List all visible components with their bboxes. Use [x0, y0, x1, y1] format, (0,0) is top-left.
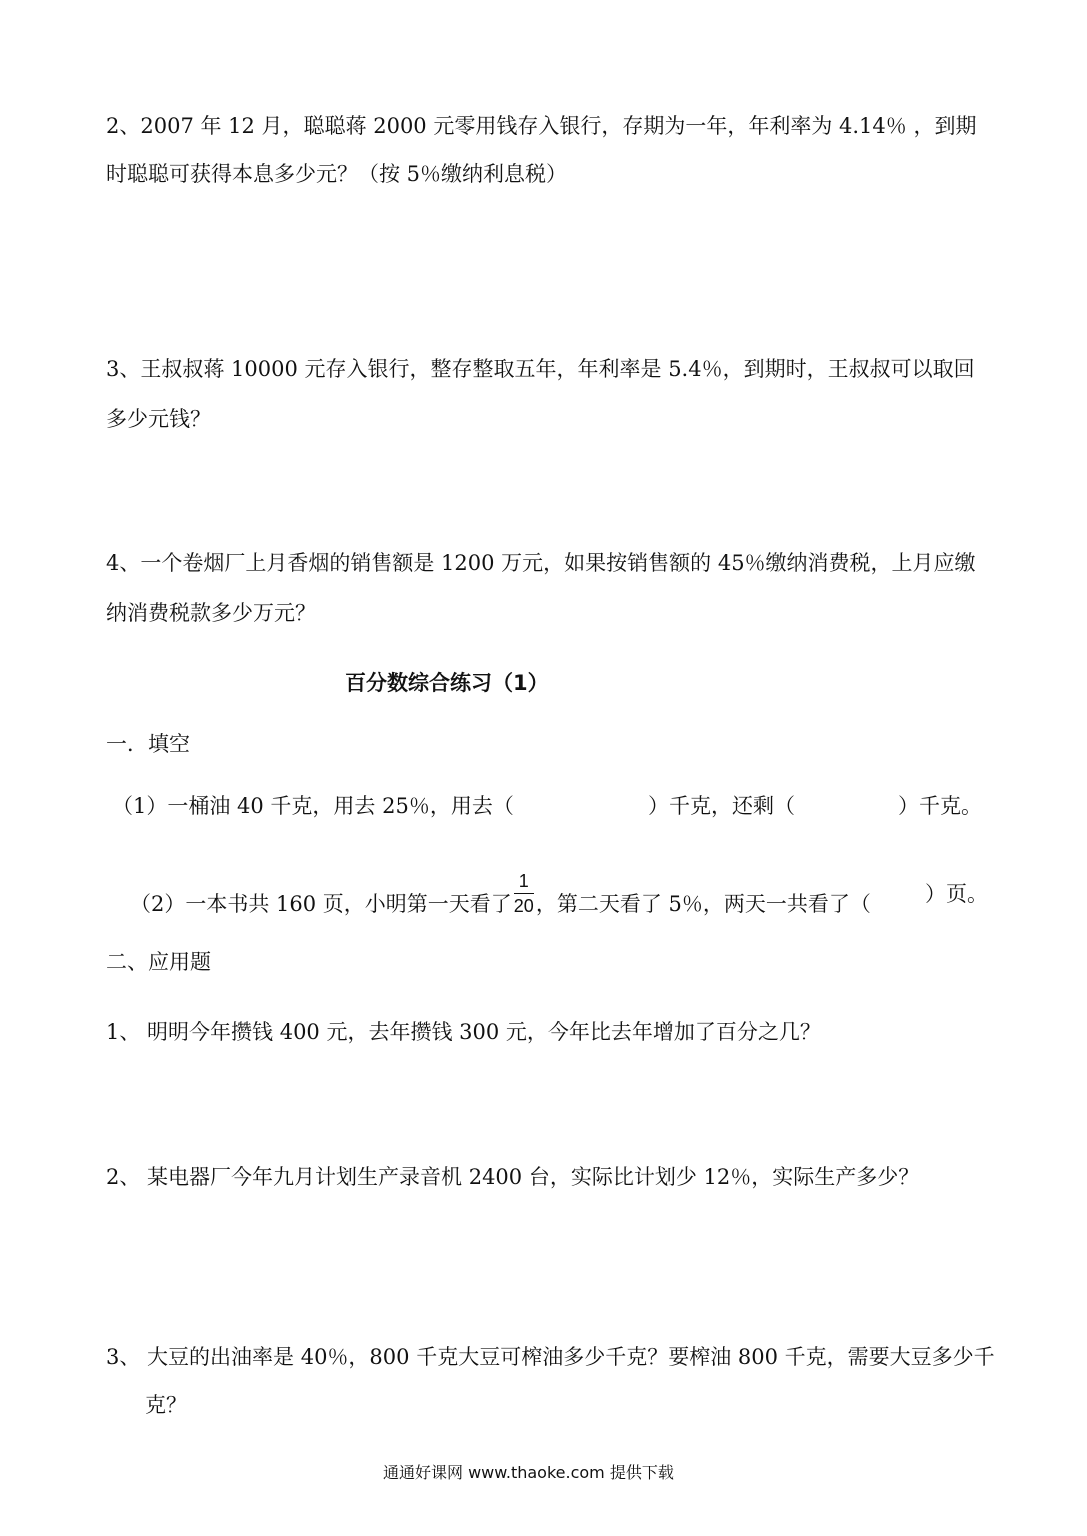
fill-question-2-part-2: ，第二天看了 5％，两天一共看了（: [535, 892, 871, 916]
fraction-one-twentieth: [514, 872, 534, 915]
apply-question-3-line-2: 克？: [145, 1393, 187, 1417]
apply-question-3-line-1: 3、 大豆的出油率是 40％，800 千克大豆可榨油多少千克？要榨油 800 千克，需要大豆多少千: [106, 1345, 995, 1369]
exercise-title: 百分数综合练习（1）: [345, 671, 549, 695]
fill-question-2-part-3: ）页。: [925, 882, 988, 906]
fill-question-1-part-3: ）千克。: [898, 794, 982, 818]
fill-question-2: [130, 871, 871, 927]
fill-question-1-part-2: ）千克，还剩（: [648, 794, 795, 818]
section-apply-heading: 二、应用题: [106, 950, 211, 974]
fill-question-1-part-1: （1）一桶油 40 千克，用去 25％，用去（: [112, 794, 514, 818]
fraction-denominator: 20: [513, 896, 534, 916]
fill-question-2-part-1: （2）一本书共 160 页，小明第一天看了: [130, 892, 512, 916]
problem-3-line-1: 3、王叔叔蒋 10000 元存入银行，整存整取五年，年利率是 5.4％，到期时，王叔叔可以取回: [106, 357, 975, 381]
page-footer: 通通好课网 www.thaoke.com 提供下载: [383, 1463, 674, 1482]
fraction-numerator: 1: [514, 872, 534, 894]
problem-2-line-2: 时聪聪可获得本息多少元？（按 5％缴纳利息税）: [106, 162, 568, 186]
apply-question-2: 2、 某电器厂今年九月计划生产录音机 2400 台，实际比计划少 12％，实际生产多少？: [106, 1165, 920, 1189]
problem-3-line-2: 多少元钱？: [106, 407, 211, 431]
problem-4-line-1: 4、一个卷烟厂上月香烟的销售额是 1200 万元，如果按销售额的 45％缴纳消费税，上月应缴: [106, 551, 976, 575]
problem-2-line-1: 2、2007 年 12 月，聪聪蒋 2000 元零用钱存入银行，存期为一年，年利率为 4.14％ ，到期: [106, 114, 977, 138]
apply-question-1: 1、 明明今年攒钱 400 元，去年攒钱 300 元，今年比去年增加了百分之几？: [106, 1020, 821, 1044]
section-fill-heading: 一．填空: [106, 732, 190, 756]
problem-4-line-2: 纳消费税款多少万元？: [106, 601, 316, 625]
